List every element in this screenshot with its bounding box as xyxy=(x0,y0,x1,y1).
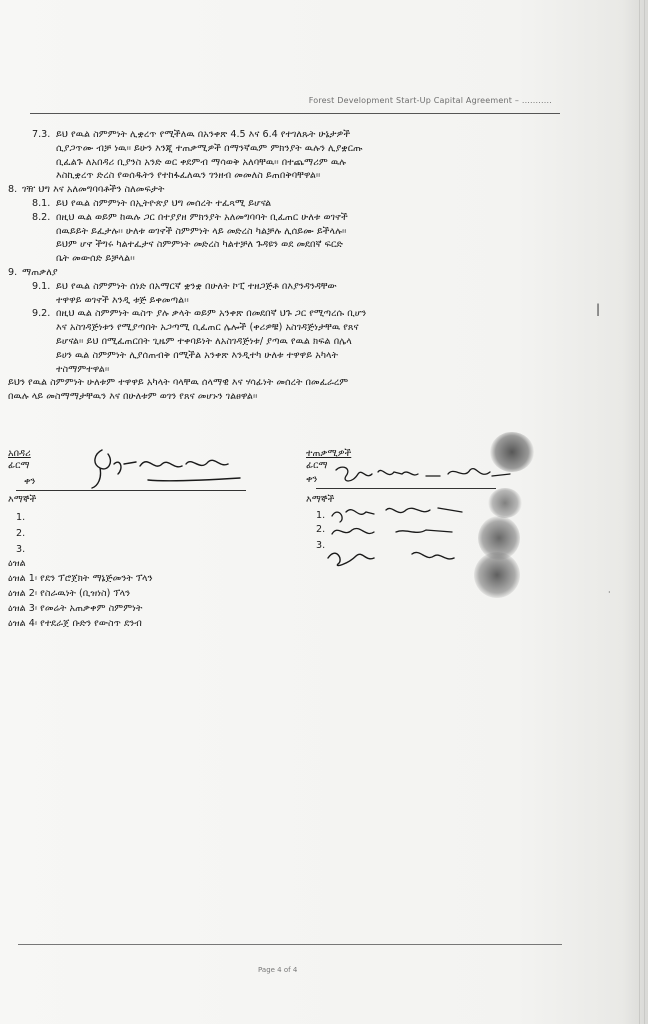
section-title: ማጠቃለያ xyxy=(22,266,58,278)
clause-7-3-line xyxy=(0,156,648,170)
clause-7-3-line xyxy=(0,169,648,183)
closing-line xyxy=(0,376,648,390)
clause-text: ተስማምተዋል፡፡ xyxy=(56,363,110,375)
clause-9-1-line xyxy=(0,280,648,294)
section-title: ገዥ ህግ እና አለመግባባቶችን ስለመፍታት xyxy=(22,184,165,196)
annex-title: ዕዝል xyxy=(8,558,26,569)
clause-9-1-line xyxy=(0,294,648,308)
header-rule xyxy=(30,113,560,114)
clause-text: በዉይይት ይፈታሉ፡፡ ሁለቱ ወገኖች ስምምነት ላይ መድረስ ካልቻሉ ሊሰይሙ ይችላሉ፡፡ xyxy=(56,225,347,237)
footer-rule xyxy=(18,944,562,945)
borrowers-sign-label: ፊርማ xyxy=(306,460,328,471)
clause-8-2-line xyxy=(0,211,648,225)
clause-text: ይሀን ዉል ስምምነት ሊያሰጠብቅ በሚችል አንቀጽ እንዲተካ ሁለቱ ተዋዋይ አካላት xyxy=(56,349,339,361)
borrowers-witness-1: 1. xyxy=(316,510,326,521)
borrowers-name-label: ቀን xyxy=(306,474,318,485)
lender-witness-2: 2. xyxy=(16,528,26,539)
clause-7-3-line xyxy=(0,128,648,142)
clause-9-2-line xyxy=(0,307,648,321)
clause-text: ይሆናል፡፡ ይህ በሚፈጠርበት ጊዜም ተቀባይነት ለአስገዳጅነቱ/ ያጣዉ የዉል ክፍል በሌላ xyxy=(56,335,352,347)
clause-9-2-line xyxy=(0,363,648,377)
section-8-heading xyxy=(0,183,648,197)
lender-sign-label: ፊርማ xyxy=(8,460,30,471)
thumbprint-mark xyxy=(490,432,534,472)
thumbprint-mark xyxy=(488,488,522,518)
clause-number: 8.1. xyxy=(32,197,51,209)
annex-item: ዕዝል 3፡ የመሬት አጠቃቀም ስምምነት xyxy=(8,603,143,614)
document-body xyxy=(0,128,648,404)
clause-9-2-line xyxy=(0,321,648,335)
annex-list xyxy=(8,556,153,631)
lender-witness-1: 1. xyxy=(16,512,26,523)
thumbprint-mark xyxy=(474,552,520,598)
lender-party-label: አበዳሪ xyxy=(8,448,31,459)
clause-number: 8.2. xyxy=(32,211,51,223)
borrowers-witness-title: እማኞች xyxy=(306,494,335,505)
annex-item: ዕዝል 2፡ የስራዉነት (ቢዝነስ) ፕላን xyxy=(8,588,131,599)
annex-item: ዕዝል 4፡ የተደራጀ ቡድን የውስጥ ደንብ xyxy=(8,618,142,629)
clause-text: በዚህ ዉል ወይም ከዉሉ ጋር በተያያዘ ምክንያት አለመግባባት ቢፈጠር ሁለቱ ወገኖች xyxy=(56,211,348,223)
closing-line xyxy=(0,390,648,404)
clause-8-2-line xyxy=(0,252,648,266)
clause-text: ይህ የዉል ስምምነት ሰነድ በአማርኛ ቋንቋ በሁለት ኮፒ ተዘጋጅቶ በእያንዳንዳቸው xyxy=(56,280,337,292)
clause-text: ቤት መውሰድ ይቻላል፡፡ xyxy=(56,253,135,265)
closing-text: በዉሉ ላይ መስማማታቸዉን እና በሁለቱም ወገን የጸና መሆኑን ገልፀዋል፡፡ xyxy=(8,391,258,403)
clause-text: ቢፈልጉ ለአበዳሪ ቢያንስ አንድ ወር ቀደምብ ማሳወቅ አለባቸዉ፡፡ በተጨማሪም ዉሉ xyxy=(56,156,347,168)
footer-page-number: Page 4 of 4 xyxy=(258,966,298,974)
annex-item: ዕዝል 1፡ የደን ፕሮጀክት ማኔጅመንት ፕላን xyxy=(8,573,153,584)
clause-text: ይህ የዉል ስምምነት ሊቋረጥ የሚችለዉ በአንቀጽ 4.5 እና 6.4 የተገለጹት ሁኔታዎች xyxy=(56,129,351,140)
clause-8-2-line xyxy=(0,225,648,239)
margin-tick-mark: | xyxy=(596,302,601,316)
lender-witness-3: 3. xyxy=(16,544,26,555)
lender-name-label: ቀን xyxy=(24,476,36,487)
closing-text: ይህን የዉል ስምምነት ሁለቱም ተዋዋይ አካላት ባላቸዉ ሰላማዊ እና ሃሳፊነት መሰረት በመፈራረም xyxy=(8,377,349,389)
clause-7-3-line xyxy=(0,142,648,156)
clause-text: ይህ የዉል ስምምነት በኢትዮጵያ ህግ መሰረት ተፈጻሚ ይሆናል xyxy=(56,197,272,209)
borrowers-party-label: ተጠቃሚዎች xyxy=(306,448,352,459)
clause-9-2-line xyxy=(0,349,648,363)
section-number: 9. xyxy=(8,266,18,278)
clause-text: በዚህ ዉል ስምምነት ዉስጥ ያሉ ቃላት ወይም አንቀጽ በመደበኛ ህጉ ጋር የሚጣረሱ ቢሆን xyxy=(56,308,367,320)
clause-text: እስኪቋረጥ ድረስ የወሰዱትን የተከፋፈለዉን ገንዘብ መመለስ ይጠበቅባቸዋል፡፡ xyxy=(56,170,321,182)
witness-handwritten-signatures xyxy=(326,498,486,574)
clause-text: ይህም ሆኖ ችግሩ ካልተፈታና ስምምነት መድረስ ካልተቻለ ጉዳዩን ወደ መደበኛ ፍርድ xyxy=(56,239,343,251)
clause-text: እና አስገዳጅነቱን የሚያጣበት አጋጣሚ ቢፈጠር ሌሎች (ቀሪዎቹ) አስገዳጅነታቸዉ የጸና xyxy=(56,322,359,334)
lender-witness-title: እማኞች xyxy=(8,494,37,505)
clause-text: ተዋዋይ ወገኖች እንዲ ቱጅ ይቀመጣል፡፡ xyxy=(56,294,189,306)
clause-9-2-line xyxy=(0,335,648,349)
clause-number: 7.3. xyxy=(32,129,51,140)
margin-dot-mark: · xyxy=(608,588,611,597)
header-title: Forest Development Start-Up Capital Agreement – ........... xyxy=(308,96,552,105)
borrowers-witness-2: 2. xyxy=(316,524,326,535)
section-number: 8. xyxy=(8,184,18,196)
clause-text: ሲያጋጥሙ ብቻ ነዉ፡፡ ይሁን እንጂ ተጠቃሚዎች በማንኛዉም ምክንያት ዉሉን ሊያቋርጡ xyxy=(56,142,363,154)
clause-8-2-line xyxy=(0,238,648,252)
clause-number: 9.1. xyxy=(32,280,51,292)
borrowers-witness-3: 3. xyxy=(316,540,326,551)
clause-number: 9.2. xyxy=(32,308,51,320)
lender-handwritten-signature xyxy=(88,442,248,494)
clause-8-1-line xyxy=(0,197,648,211)
section-9-heading xyxy=(0,266,648,280)
lender-signature-block xyxy=(8,448,258,555)
